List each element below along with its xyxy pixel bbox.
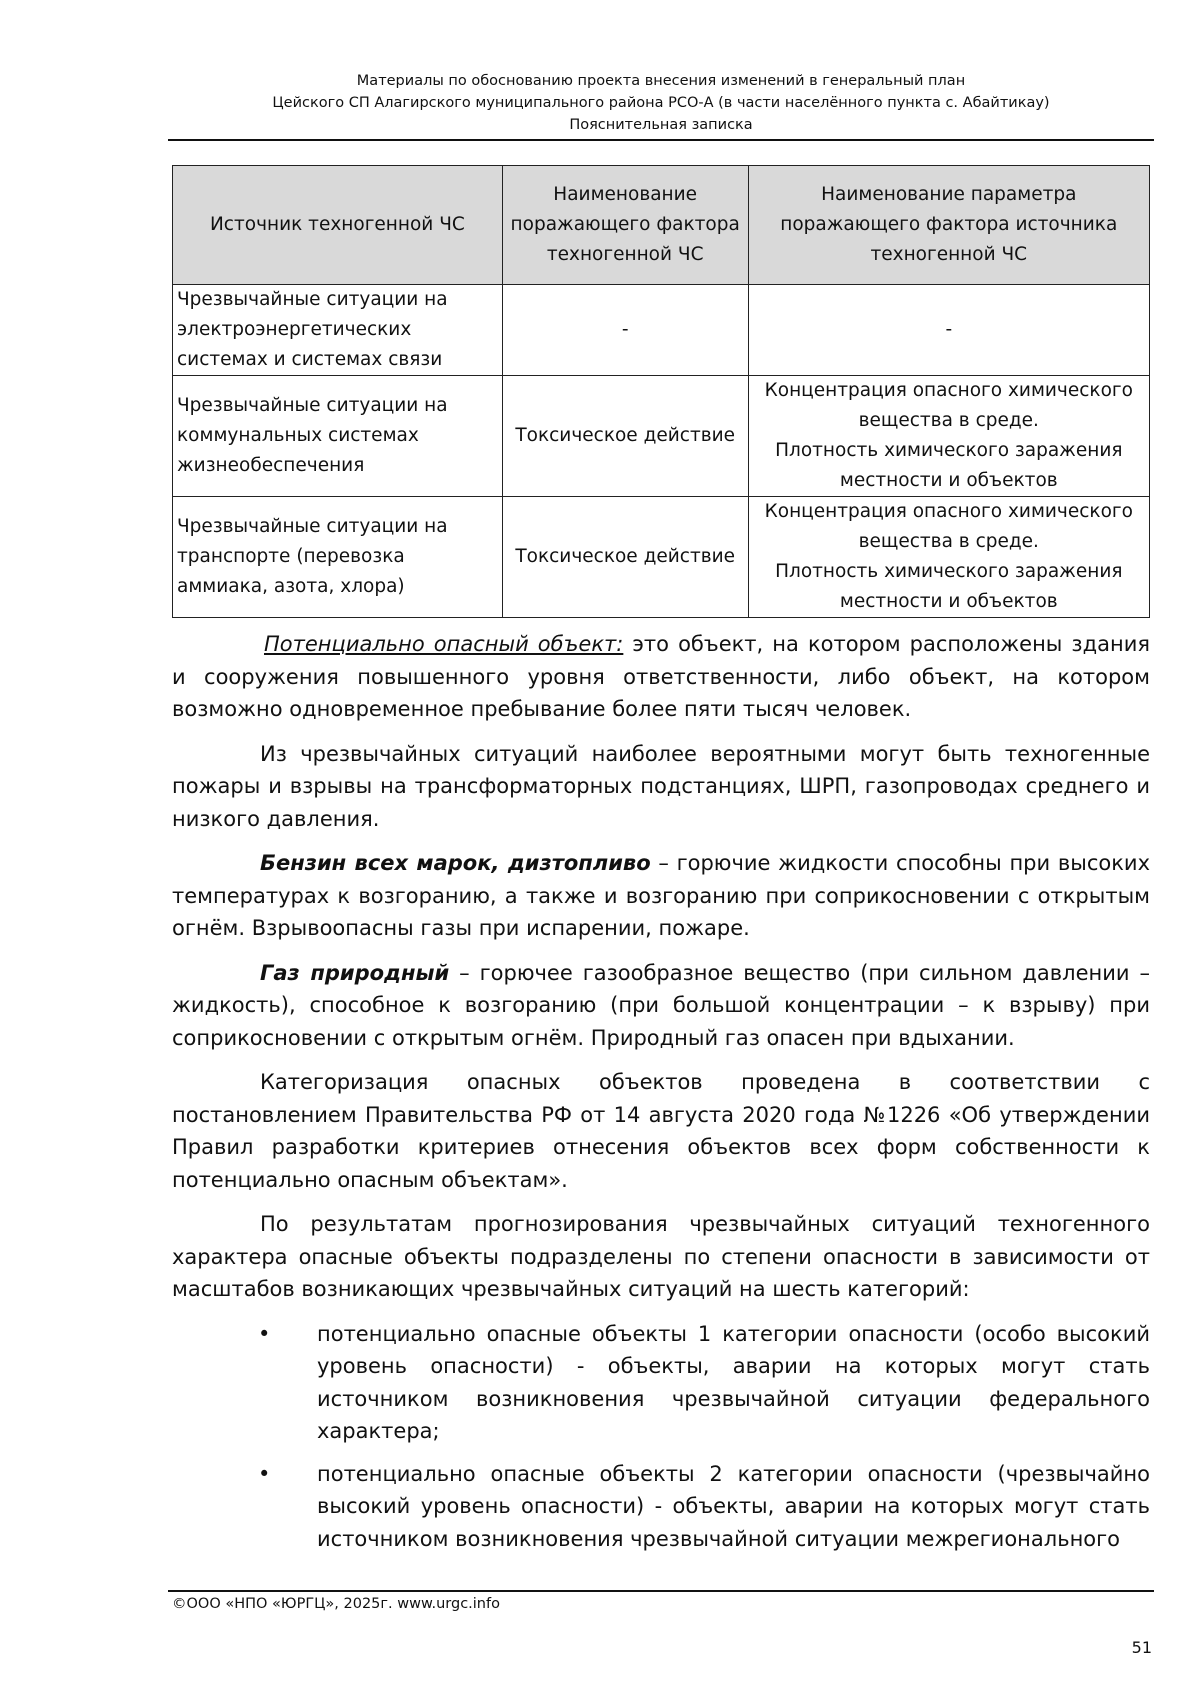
- list-item: [172, 1458, 1150, 1556]
- cell-parameter: [748, 376, 1149, 497]
- header-line-3: Пояснительная записка: [569, 117, 753, 133]
- cell-source: Чрезвычайные ситуации на электроэнергетических системах и системах связи: [173, 285, 503, 376]
- fuel-text: – горючие жидкости способны при высоких температурах к возгоранию, а также и возгоранию при соприкосновении с открытым огнём. Взрывоопасны газы при испарении, пожаре.: [172, 851, 1150, 940]
- term-natural-gas: Газ природный: [260, 960, 450, 985]
- category-list: [172, 1318, 1150, 1556]
- header-line-1: Материалы по обоснованию проекта внесения изменений в генеральный план: [356, 73, 966, 89]
- cell-source: Чрезвычайные ситуации на коммунальных системах жизнеобеспечения: [173, 376, 503, 497]
- cell-parameter-line: Плотность химического заражения местности и объектов: [775, 440, 1123, 491]
- page-header: [168, 70, 1154, 136]
- table-header-row: [173, 166, 1150, 285]
- cell-parameter-line: Концентрация опасного химического вещества в среде.: [764, 501, 1133, 552]
- cell-factor: Токсическое действие: [502, 376, 748, 497]
- footer-divider: [168, 1590, 1154, 1592]
- cell-parameter-line: -: [945, 319, 953, 340]
- cell-factor: Токсическое действие: [502, 497, 748, 618]
- cell-parameter-line: Плотность химического заражения местности и объектов: [775, 561, 1123, 612]
- paragraph-fuel: [172, 847, 1150, 945]
- header-line-2: Цейского СП Алагирского муниципального района РСО-А (в части населённого пункта с. Абайтикау): [272, 95, 1050, 111]
- hazard-sources-table: [172, 165, 1150, 618]
- term-fuel: Бензин всех марок, дизтопливо: [260, 851, 651, 875]
- footer-copyright: ©ООО «НПО «ЮРГЦ», 2025г. www.urgc.info: [172, 1596, 500, 1612]
- table-row: [173, 497, 1150, 618]
- paragraph-natural-gas: [172, 957, 1150, 1055]
- header-divider: [168, 139, 1154, 141]
- column-header-factor: Наименование поражающего фактора техногенной ЧС: [502, 166, 748, 285]
- bullet-icon: •: [258, 1461, 271, 1486]
- list-item: [172, 1318, 1150, 1448]
- body-text: [172, 628, 1150, 1565]
- table-row: [173, 376, 1150, 497]
- cell-parameter-line: Концентрация опасного химического вещества в среде.: [764, 380, 1133, 431]
- list-item-text: потенциально опасные объекты 2 категории опасности (чрезвычайно высокий уровень опасности) - объекты, аварии на которых могут стать источником возникновения чрезвычайной ситуации межрегионального: [317, 1461, 1150, 1551]
- column-header-parameter: Наименование параметра поражающего фактора источника техногенной ЧС: [748, 166, 1149, 285]
- paragraph-likely-emergencies: Из чрезвычайных ситуаций наиболее вероятными могут быть техногенные пожары и взрывы на трансформаторных подстанциях, ШРП, газопроводах среднего и низкого давления.: [172, 741, 1150, 831]
- cell-parameter: [748, 497, 1149, 618]
- table-row: [173, 285, 1150, 376]
- term-potentially-dangerous-object: Потенциально опасный объект:: [264, 632, 624, 656]
- list-item-text: потенциально опасные объекты 1 категории опасности (особо высокий уровень опасности) - объекты, аварии на которых могут стать источником возникновения чрезвычайной ситуации федерального характера;: [317, 1321, 1150, 1443]
- paragraph-categorization: Категоризация опасных объектов проведена в соответствии с постановлением Правительства РФ от 14 августа 2020 года №1226 «Об утверждении Правил разработки критериев отнесения объектов всех форм собственности к потенциально опасным объектам».: [172, 1070, 1150, 1192]
- definition-text: это объект, на котором расположены здания и сооружения повышенного уровня ответственности, либо объект, на котором возможно одновременное пребывание более пяти тысяч человек.: [172, 632, 1150, 721]
- natural-gas-text: – горючее газообразное вещество (при сильном давлении – жидкость), способное к возгоранию (при большой концентрации – к взрыву) при соприкосновении с открытым огнём. Природный газ опасен при вдыхании.: [172, 960, 1150, 1050]
- page-number: 51: [1131, 1638, 1152, 1657]
- paragraph-forecast: По результатам прогнозирования чрезвычайных ситуаций техногенного характера опасные объекты подразделены по степени опасности в зависимости от масштабов возникающих чрезвычайных ситуаций на шесть категорий:: [172, 1212, 1150, 1301]
- cell-parameter: [748, 285, 1149, 376]
- cell-factor: -: [502, 285, 748, 376]
- paragraph-definition: [172, 628, 1150, 726]
- column-header-source: Источник техногенной ЧС: [173, 166, 503, 285]
- cell-source: Чрезвычайные ситуации на транспорте (перевозка аммиака, азота, хлора): [173, 497, 503, 618]
- bullet-icon: •: [258, 1321, 271, 1346]
